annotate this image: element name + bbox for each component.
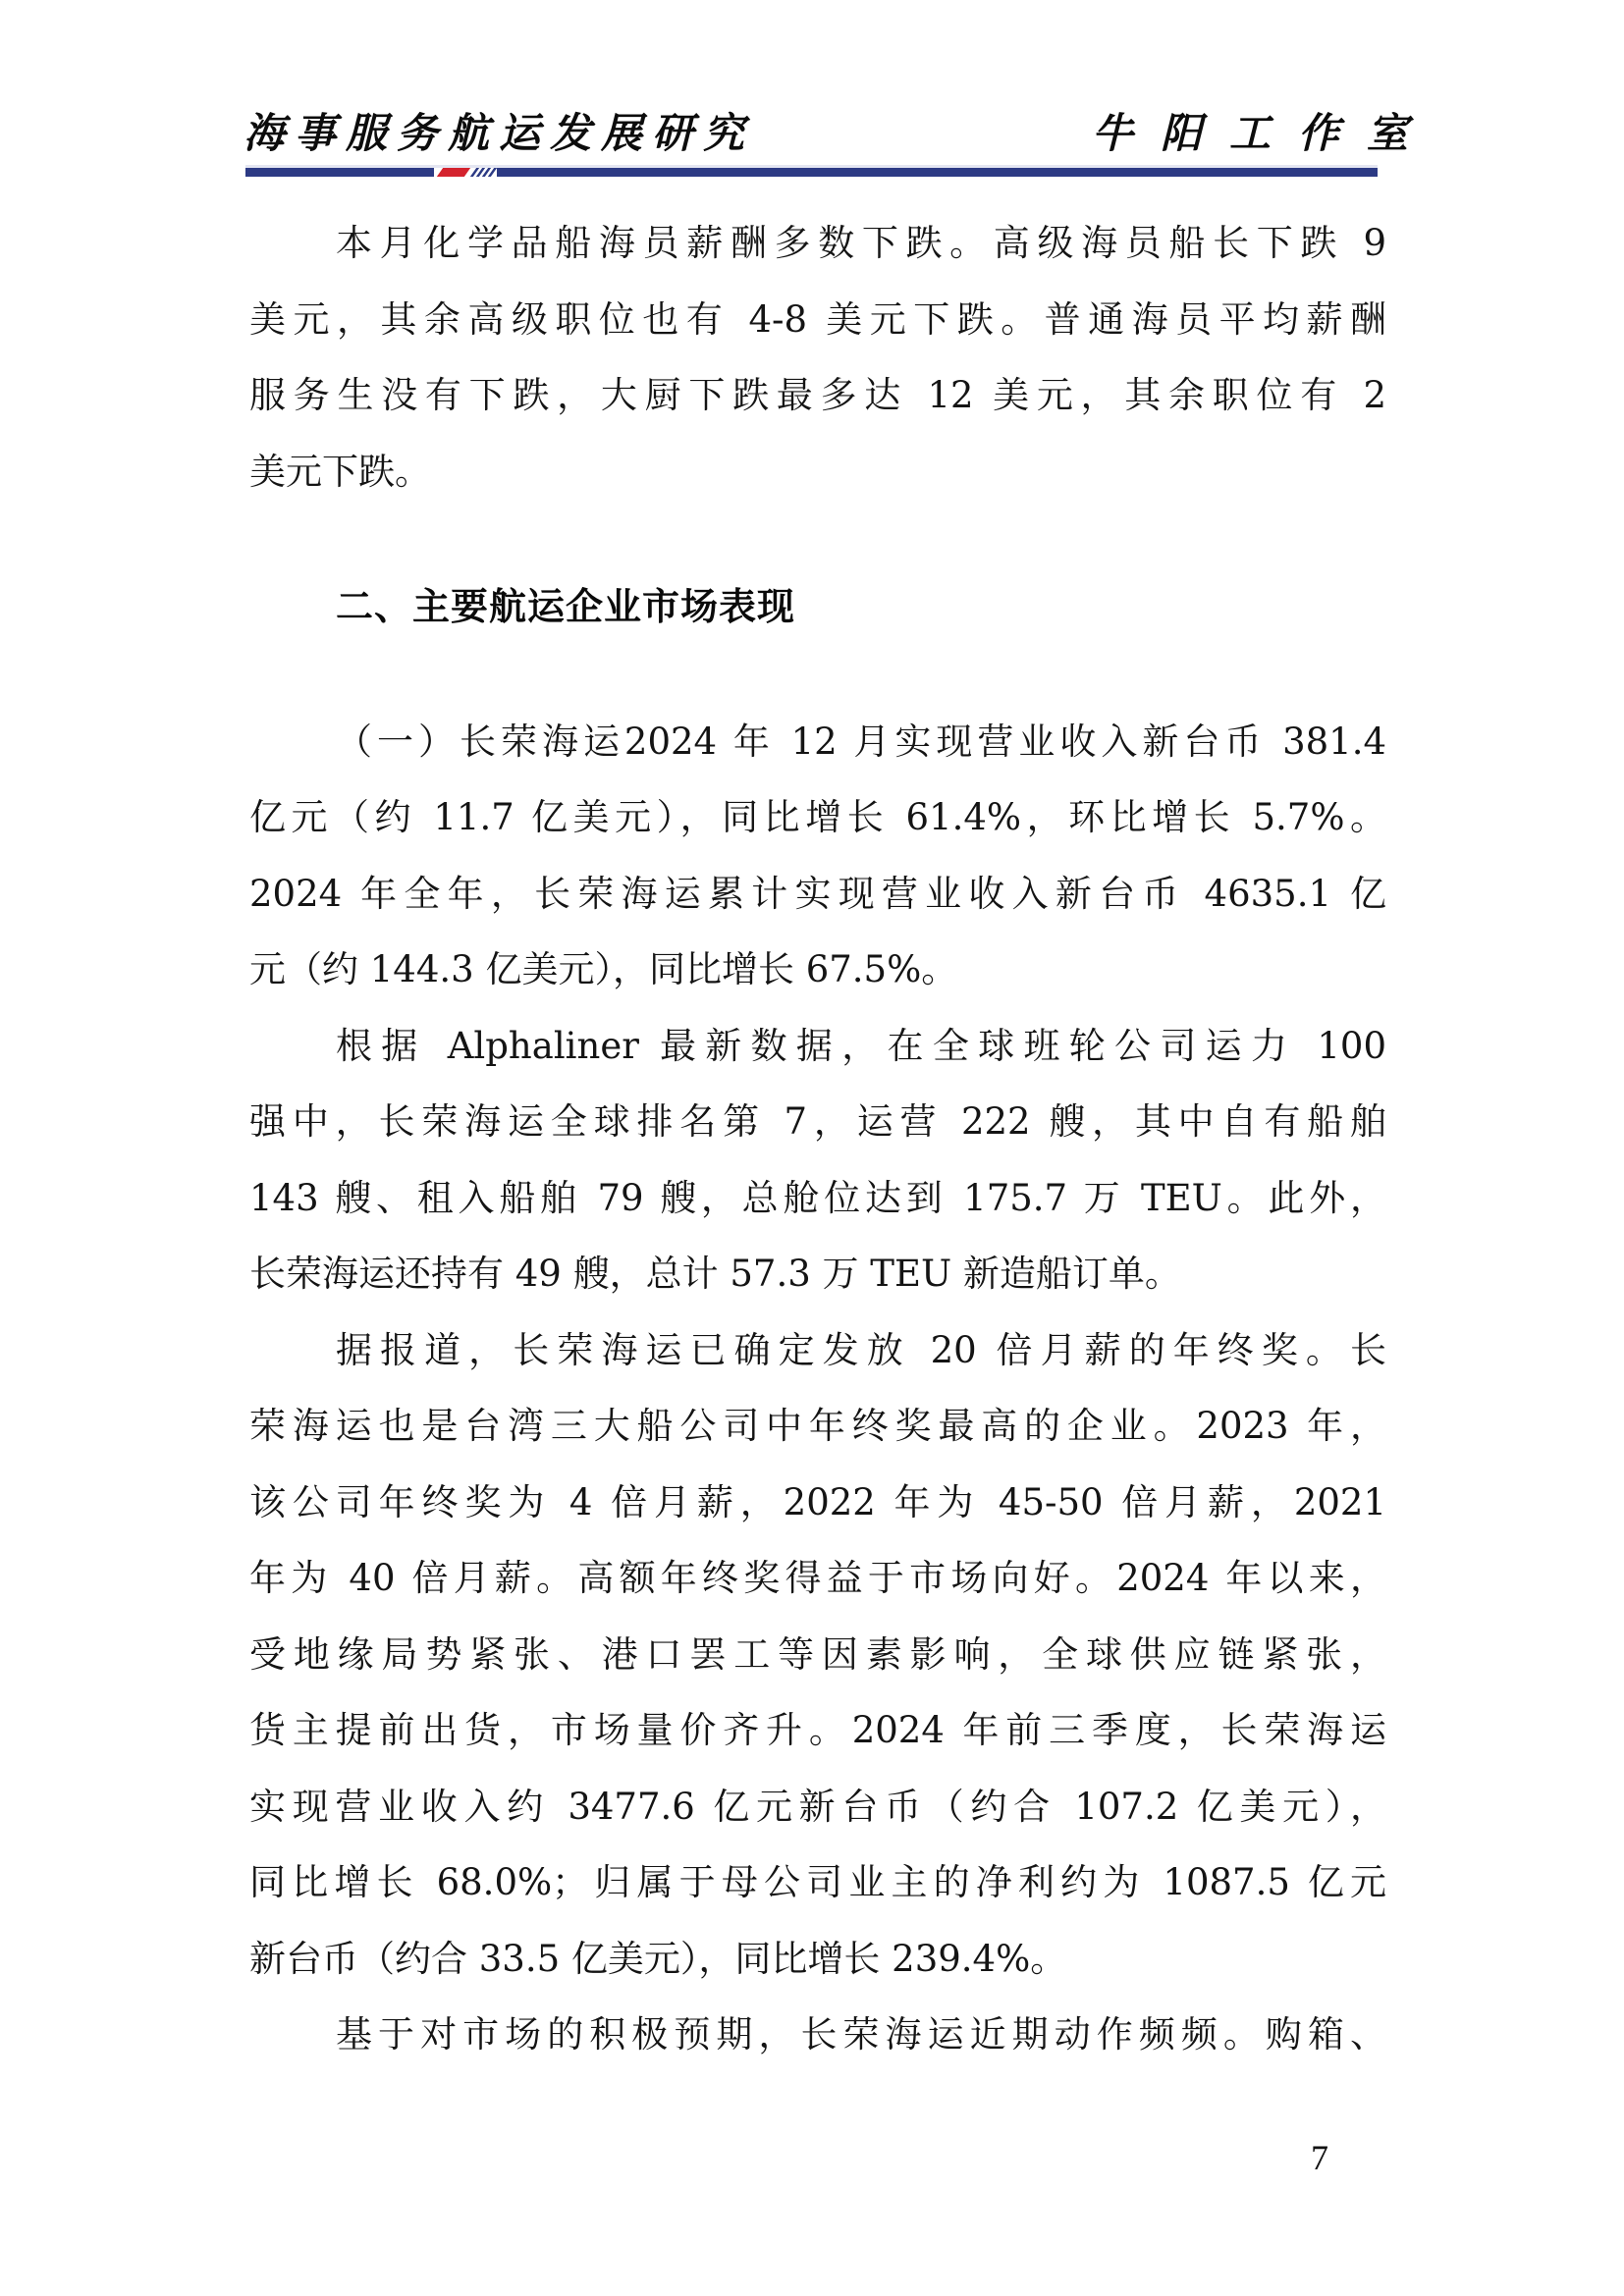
header-journal-title: 海事服务航运发展研究: [244, 109, 755, 157]
paragraph-line: （一）长荣海运2024 年 12 月实现营业收入新台币 381.4: [336, 721, 1386, 763]
paragraph-line: 该公司年终奖为 4 倍月薪，2022 年为 45-50 倍月薪，2021: [249, 1481, 1386, 1523]
paragraph-line: 据报道，长荣海运已确定发放 20 倍月薪的年终奖。长: [336, 1329, 1386, 1371]
header-rule-bar-left: [245, 168, 434, 177]
paragraph-line: 服务生没有下跌，大厨下跌最多达 12 美元，其余职位有 2: [249, 374, 1386, 416]
section-heading: 二、主要航运企业市场表现: [336, 585, 796, 628]
paragraph-line: 荣海运也是台湾三大船公司中年终奖最高的企业。2023 年，: [249, 1405, 1386, 1447]
paragraph-line: 143 艘、租入船舶 79 艘，总舱位达到 175.7 万 TEU。此外，: [249, 1177, 1386, 1219]
page-number: 7: [1311, 2138, 1328, 2177]
paragraph-line: 实现营业收入约 3477.6 亿元新台币（约合 107.2 亿美元），: [249, 1786, 1386, 1828]
paragraph-line: 基于对市场的积极预期，长荣海运近期动作频频。购箱、: [336, 2013, 1386, 2056]
paragraph-line: 元（约 144.3 亿美元），同比增长 67.5%。: [249, 948, 958, 990]
paragraph-line: 美元，其余高级职位也有 4-8 美元下跌。普通海员平均薪酬: [249, 298, 1386, 341]
paragraph-line: 年为 40 倍月薪。高额年终奖得益于市场向好。2024 年以来，: [249, 1557, 1386, 1599]
paragraph-line: 同比增长 68.0%；归属于母公司业主的净利约为 1087.5 亿元: [249, 1861, 1386, 1903]
paragraph-line: 2024 年全年，长荣海运累计实现营业收入新台币 4635.1 亿: [249, 873, 1386, 915]
header-rule-red-accent: [437, 168, 470, 177]
header-rule-bar-right: [497, 168, 1378, 177]
paragraph-line: 根据 Alphaliner 最新数据，在全球班轮公司运力 100: [336, 1025, 1386, 1067]
paragraph-line: 亿元（约 11.7 亿美元），同比增长 61.4%，环比增长 5.7%。: [249, 796, 1386, 838]
paragraph-line: 美元下跌。: [249, 451, 431, 493]
paragraph-line: 强中，长荣海运全球排名第 7，运营 222 艘，其中自有船舶: [249, 1100, 1386, 1143]
paragraph-line: 本月化学品船海员薪酬多数下跌。高级海员船长下跌 9: [336, 222, 1386, 264]
header-rule-decoration: [245, 165, 1378, 179]
header-studio-name: 牛阳工作室: [1092, 109, 1436, 157]
paragraph-line: 货主提前出货，市场量价齐升。2024 年前三季度，长荣海运: [249, 1709, 1386, 1751]
paragraph-line: 受地缘局势紧张、港口罢工等因素影响，全球供应链紧张，: [249, 1633, 1386, 1676]
paragraph-line: 新台币（约合 33.5 亿美元），同比增长 239.4%。: [249, 1938, 1067, 1980]
paragraph-line: 长荣海运还持有 49 艘，总计 57.3 万 TEU 新造船订单。: [249, 1253, 1181, 1295]
